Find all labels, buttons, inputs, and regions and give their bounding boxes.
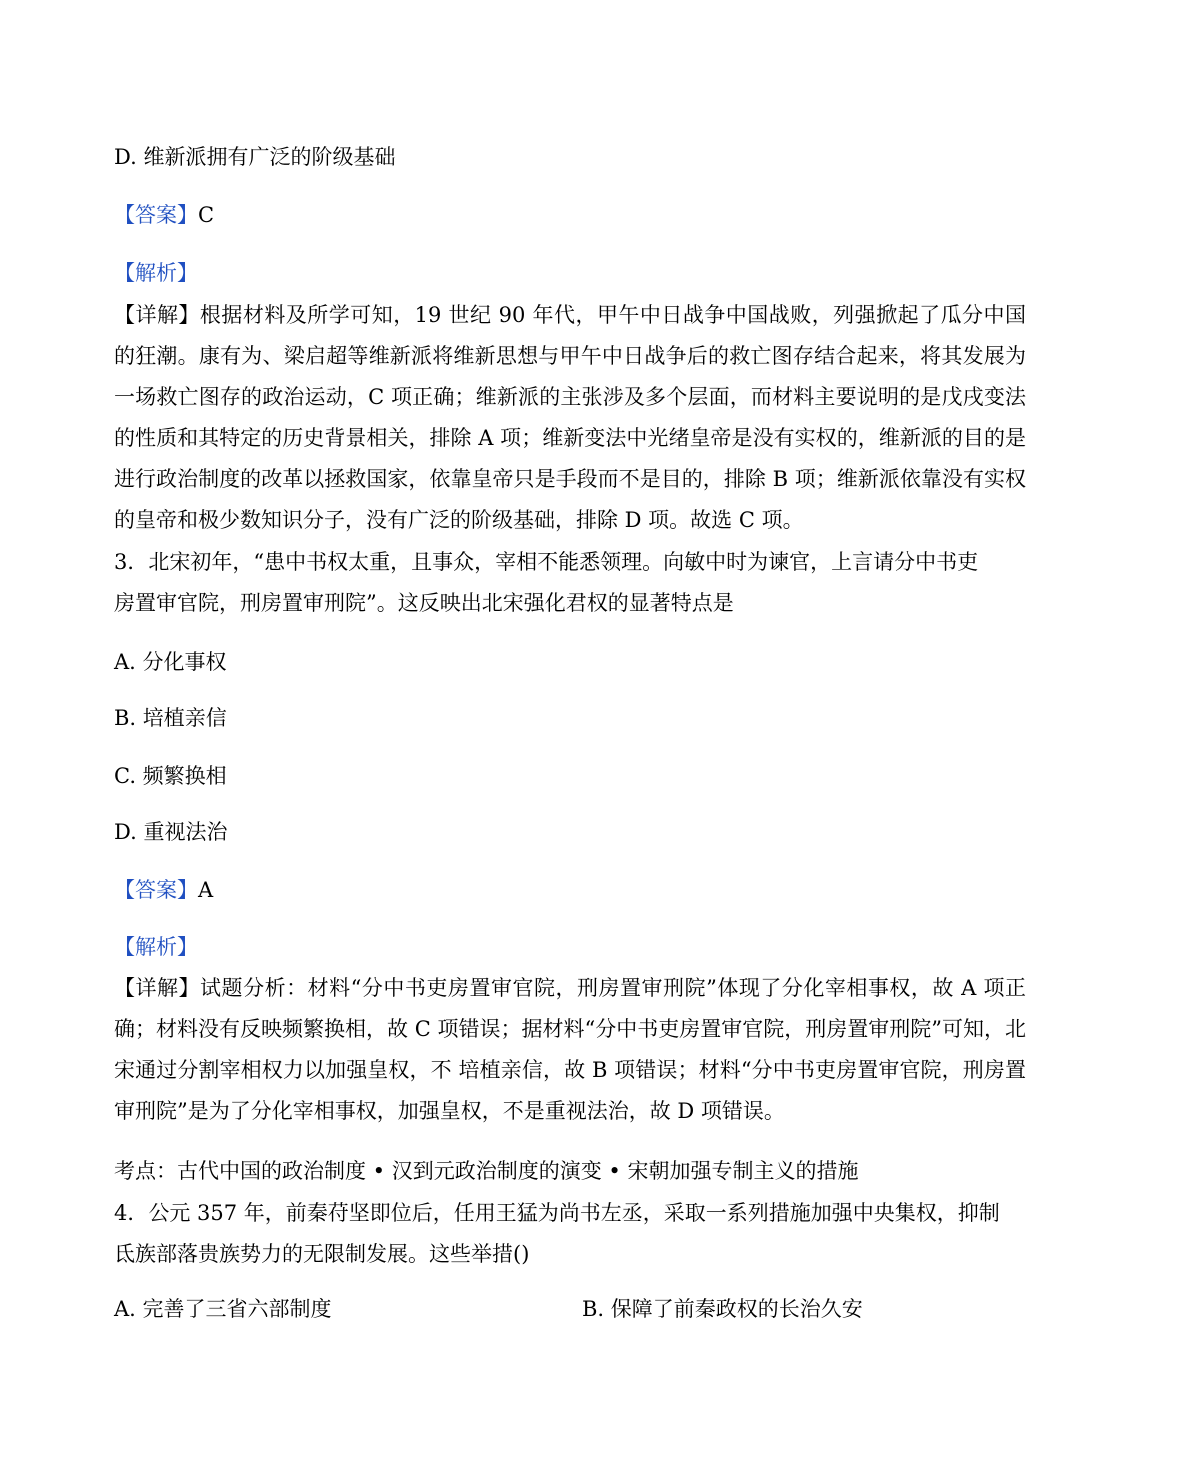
q2-answer-value: C (198, 203, 215, 227)
q3-detail: 【详解】试题分析：材料“分中书吏房置审官院，刑房置审刑院”体现了分化宰相事权，故 A 项正确；材料没有反映频繁换相，故 C 项错误；据材料“分中书吏房置审官院，刑房置审刑院”可知，北宋通过分割宰相权力以加强皇权，不 培植亲信，故 B 项错误；材料“分中书吏房置审官院，刑房置审刑院”是为了分化宰相事权，加强皇权，不是重视法治，故 D 项错误。 (114, 976, 1026, 1123)
q3-kaodian: 考点：古代中国的政治制度 • 汉到元政治制度的演变 • 宋朝加强专制主义的措施 (114, 1159, 859, 1183)
q2-analysis-label: 【解析】 (114, 261, 198, 285)
q4-option-b: B. 保障了前秦政权的长治久安 (582, 1297, 863, 1321)
q4-option-a: A. 完善了三省六部制度 (114, 1297, 332, 1321)
q2-option-d: D. 维新派拥有广泛的阶级基础 (114, 145, 396, 169)
q3-answer-value: A (198, 878, 214, 902)
q3-stem-line1: 3．北宋初年，“患中书权太重，且事众，宰相不能悉领理。向敏中时为谏官，上言请分中书吏 (114, 550, 979, 574)
q3-answer-label: 【答案】 (114, 878, 198, 902)
q3-stem-line2: 房置审官院，刑房置审刑院”。这反映出北宋强化君权的显著特点是 (114, 591, 734, 615)
q3-answer (114, 870, 213, 911)
q3-option-d: D. 重视法治 (114, 820, 228, 844)
q3-analysis-label: 【解析】 (114, 935, 198, 959)
q4-stem-line2: 氐族部落贵族势力的无限制发展。这些举措() (114, 1242, 530, 1266)
q2-detail: 【详解】根据材料及所学可知，19 世纪 90 年代，甲午中日战争中国战败，列强掀起了瓜分中国的狂潮。康有为、梁启超等维新派将维新思想与甲午中日战争后的救亡图存结合起来，将其发展为一场救亡图存的政治运动，C 项正确；维新派的主张涉及多个层面，而材料主要说明的是戊戌变法的性质和其特定的历史背景相关，排除 A 项；维新变法中光绪皇帝是没有实权的，维新派的目的是进行政治制度的改革以拯救国家，依靠皇帝只是手段而不是目的，排除 B 项；维新派依靠没有实权的皇帝和极少数知识分子，没有广泛的阶级基础，排除 D 项。故选 C 项。 (114, 303, 1026, 532)
q3-option-c: C. 频繁换相 (114, 764, 227, 788)
q2-answer-label: 【答案】 (114, 203, 198, 227)
q3-option-b: B. 培植亲信 (114, 706, 227, 730)
q2-answer (114, 195, 214, 236)
q3-option-a: A. 分化事权 (114, 650, 227, 674)
q4-stem-line1: 4．公元 357 年，前秦苻坚即位后，任用王猛为尚书左丞，采取一系列措施加强中央集权，抑制 (114, 1201, 1000, 1225)
